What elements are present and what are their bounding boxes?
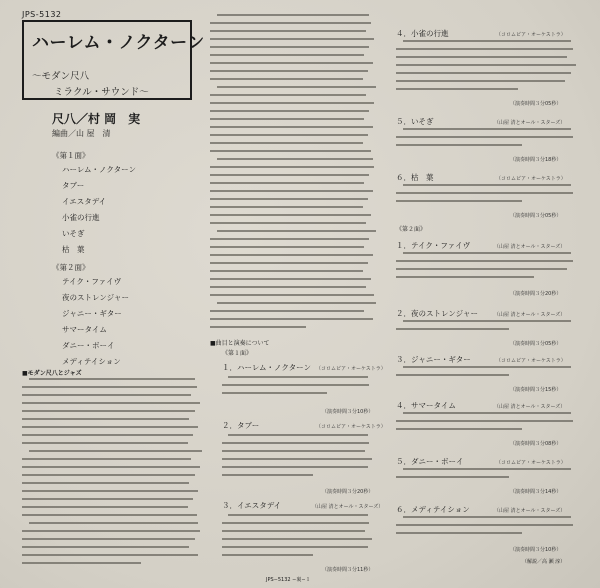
side1-track: タブー — [62, 181, 85, 190]
side1-track: イエスタデイ — [62, 197, 107, 206]
text-line — [22, 530, 200, 532]
note-duration: （演奏時間３分20秒） — [510, 291, 562, 297]
notes-heading: ■曲目と演奏について — [210, 340, 270, 347]
text-line — [210, 102, 374, 104]
note-text — [222, 434, 374, 484]
text-line — [210, 142, 363, 144]
side2-heading: 《第２面》 — [52, 263, 90, 272]
note-duration: （演奏時間３分18秒） — [510, 157, 562, 163]
text-line — [396, 374, 509, 376]
text-line — [22, 498, 193, 500]
liner-notes-credit: （解説／高 瀬 淳） — [522, 559, 566, 565]
text-line — [222, 530, 365, 532]
text-line — [210, 30, 366, 32]
note-title: ５．いそぎ — [396, 117, 434, 126]
credit-shakuhachi: 尺八／村 岡 実 — [52, 112, 141, 126]
note-duration: （演奏時間３分05秒） — [510, 341, 562, 347]
text-line — [210, 310, 364, 312]
text-line — [396, 192, 573, 194]
text-line — [210, 206, 363, 208]
text-line — [228, 434, 368, 436]
note-title: １．テイク・ファイヴ — [396, 241, 471, 250]
side1-track: ハーレム・ノクターン — [62, 165, 137, 174]
text-line — [396, 48, 573, 50]
text-line — [22, 418, 189, 420]
text-line — [29, 378, 195, 380]
text-line — [22, 554, 198, 556]
essay-text-block — [22, 378, 202, 570]
text-line — [396, 88, 518, 90]
essay-heading: ■モダン尺八とジャズ — [22, 370, 82, 377]
note-text — [222, 376, 374, 404]
note-title: ３．ジャニー・ギター — [396, 355, 471, 364]
text-line — [22, 562, 141, 564]
text-line — [22, 506, 188, 508]
text-line — [210, 38, 374, 40]
text-line — [210, 246, 364, 248]
text-line — [22, 426, 198, 428]
text-line — [210, 190, 373, 192]
text-line — [222, 554, 313, 556]
note-performer: （コロムビア・オーケストラ） — [316, 366, 386, 372]
text-line — [222, 384, 369, 386]
text-line — [22, 458, 191, 460]
text-line — [210, 62, 373, 64]
text-line — [222, 546, 368, 548]
text-line — [22, 402, 200, 404]
note-text — [396, 468, 578, 488]
side2-track: テイク・ファイヴ — [62, 277, 122, 286]
text-line — [217, 158, 373, 160]
note-title: ２．タブー — [222, 421, 260, 430]
text-line — [403, 468, 570, 470]
credit-arranger: 編曲／山 屋 清 — [52, 129, 111, 138]
text-line — [396, 80, 565, 82]
essay-continued-text-block — [210, 14, 376, 334]
side1-track: いそぎ — [62, 229, 85, 238]
note-performer: （山屋 清とオール・スターズ） — [494, 244, 566, 250]
notes-side1-heading: 《第１面》 — [222, 350, 253, 357]
text-line — [403, 320, 570, 322]
text-line — [403, 184, 570, 186]
note-duration: （演奏時間３分08秒） — [510, 441, 562, 447]
text-line — [210, 166, 374, 168]
side2-track: サマータイム — [62, 325, 107, 334]
text-line — [396, 276, 534, 278]
text-line — [396, 72, 571, 74]
note-performer: （山屋 清とオール・スターズ） — [494, 508, 566, 514]
text-line — [396, 268, 567, 270]
text-line — [210, 126, 373, 128]
text-line — [396, 532, 522, 534]
text-line — [210, 46, 369, 48]
text-line — [222, 442, 369, 444]
note-performer: （コロムビア・オーケストラ） — [496, 460, 566, 466]
note-title: １．ハーレム・ノクターン — [222, 363, 312, 372]
text-line — [396, 420, 573, 422]
text-line — [403, 128, 570, 130]
note-performer: （コロムビア・オーケストラ） — [496, 176, 566, 182]
text-line — [210, 326, 306, 328]
note-title: ２．夜のストレンジャー — [396, 309, 478, 318]
side1-heading: 《第１面》 — [52, 151, 90, 160]
note-duration: （演奏時間３分10秒） — [322, 409, 374, 415]
note-duration: （演奏時間３分05秒） — [510, 101, 562, 107]
text-line — [396, 260, 573, 262]
page-footer: JPS−5132 −裏−１ — [266, 577, 311, 583]
text-line — [222, 538, 372, 540]
note-title: ６．メディテイション — [396, 505, 470, 514]
side1-track: 小雀の行進 — [62, 213, 100, 222]
note-duration: （演奏時間３分05秒） — [510, 213, 562, 219]
text-line — [22, 386, 197, 388]
text-line — [396, 476, 509, 478]
text-line — [217, 14, 370, 16]
note-duration: （演奏時間３分10秒） — [510, 547, 562, 553]
text-line — [22, 514, 197, 516]
text-line — [403, 252, 570, 254]
note-text — [222, 514, 374, 564]
text-line — [396, 524, 573, 526]
text-line — [396, 136, 573, 138]
album-subtitle-line2: ミラクル・サウンド～ — [54, 87, 149, 98]
note-text — [396, 252, 578, 288]
text-line — [210, 222, 366, 224]
text-line — [222, 522, 369, 524]
note-text — [396, 320, 578, 340]
note-title: ６．枯 葉 — [396, 173, 434, 182]
text-line — [22, 490, 198, 492]
text-line — [217, 86, 376, 88]
notes-side2-heading: 《第２面》 — [396, 226, 427, 233]
text-line — [210, 238, 369, 240]
text-line — [210, 134, 368, 136]
text-line — [29, 450, 202, 452]
note-title: ５．ダニー・ボーイ — [396, 457, 464, 466]
note-text — [396, 184, 578, 212]
text-line — [228, 376, 368, 378]
text-line — [22, 474, 195, 476]
text-line — [210, 270, 363, 272]
text-line — [210, 94, 366, 96]
text-line — [210, 110, 369, 112]
side2-track: メディテイション — [62, 357, 121, 366]
note-performer: （コロムビア・オーケストラ） — [316, 424, 386, 430]
text-line — [396, 144, 522, 146]
text-line — [210, 286, 366, 288]
side2-track: ジャニー・ギター — [62, 309, 122, 318]
text-line — [22, 538, 195, 540]
text-line — [22, 410, 195, 412]
text-line — [22, 546, 189, 548]
text-line — [217, 230, 376, 232]
text-line — [222, 474, 313, 476]
text-line — [210, 78, 363, 80]
text-line — [403, 412, 570, 414]
text-line — [22, 482, 189, 484]
text-line — [210, 294, 374, 296]
text-line — [222, 458, 372, 460]
text-line — [210, 118, 364, 120]
text-line — [396, 64, 576, 66]
text-line — [396, 428, 522, 430]
text-line — [228, 514, 368, 516]
note-text — [396, 40, 578, 98]
text-line — [210, 214, 371, 216]
side1-track: 枯 葉 — [62, 245, 85, 254]
album-subtitle-line1: ～モダン尺八 — [32, 71, 90, 82]
catalog-number: JPS-5132 — [22, 10, 62, 19]
text-line — [210, 198, 368, 200]
text-line — [403, 516, 570, 518]
note-title: ４．小雀の行進 — [396, 29, 449, 38]
side2-track: 夜のストレンジャー — [62, 293, 129, 302]
text-line — [217, 302, 376, 304]
note-performer: （山屋 清とオール・スターズ） — [494, 404, 566, 410]
note-text — [396, 516, 578, 544]
note-performer: （山屋 清とオール・スターズ） — [494, 312, 566, 318]
text-line — [22, 466, 200, 468]
text-line — [210, 54, 364, 56]
text-line — [210, 174, 369, 176]
text-line — [222, 392, 327, 394]
note-text — [396, 128, 578, 156]
text-line — [22, 394, 191, 396]
text-line — [22, 434, 193, 436]
note-performer: （コロムビア・オーケストラ） — [496, 358, 566, 364]
text-line — [210, 22, 371, 24]
text-line — [210, 318, 373, 320]
text-line — [210, 182, 364, 184]
text-line — [29, 522, 198, 524]
note-title: ３．イエスタデイ — [222, 501, 282, 510]
text-line — [210, 278, 371, 280]
text-line — [222, 466, 368, 468]
text-line — [210, 262, 368, 264]
note-title: ４．サマータイム — [396, 401, 456, 410]
side2-track: ダニー・ボーイ — [62, 341, 115, 350]
note-performer: （山屋 清とオール・スターズ） — [312, 504, 384, 510]
note-duration: （演奏時間３分11秒） — [322, 567, 374, 573]
text-line — [210, 150, 371, 152]
note-duration: （演奏時間３分20秒） — [322, 489, 374, 495]
text-line — [22, 442, 188, 444]
text-line — [222, 450, 365, 452]
text-line — [396, 328, 509, 330]
album-title: ハーレム・ノクターン — [32, 33, 205, 53]
text-line — [210, 254, 373, 256]
note-text — [396, 366, 578, 386]
text-line — [210, 70, 368, 72]
title-box — [22, 20, 205, 100]
note-duration: （演奏時間３分14秒） — [510, 489, 562, 495]
note-performer: （山屋 清とオール・スターズ） — [494, 120, 566, 126]
text-line — [403, 366, 570, 368]
note-text — [396, 412, 578, 440]
text-line — [396, 56, 567, 58]
text-line — [396, 200, 522, 202]
text-line — [403, 40, 570, 42]
note-performer: （コロムビア・オーケストラ） — [496, 32, 566, 38]
note-duration: （演奏時間３分15秒） — [510, 387, 562, 393]
